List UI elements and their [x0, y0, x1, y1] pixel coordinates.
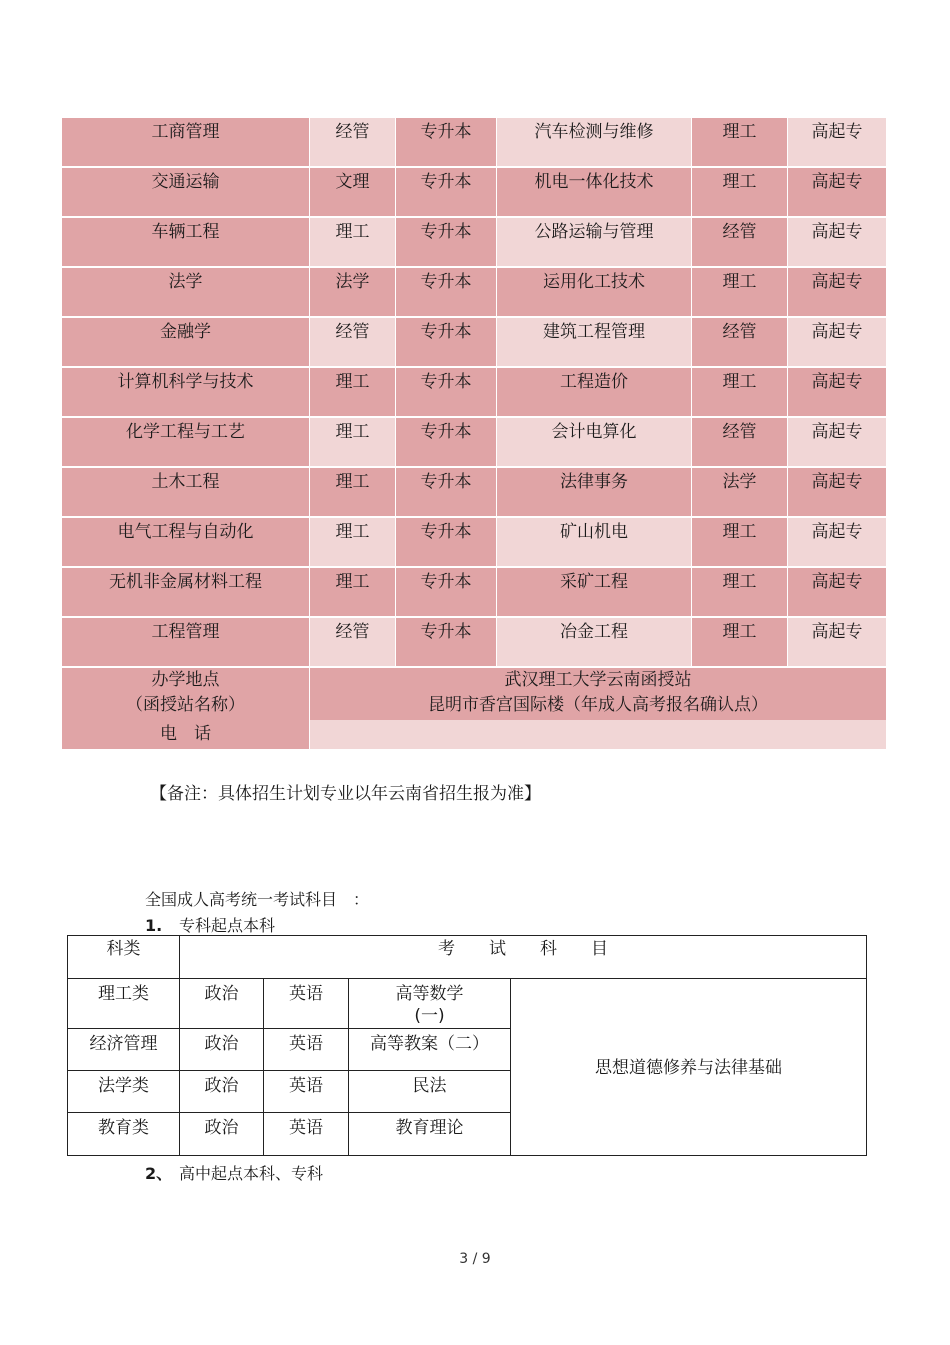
right-major-cell: 法律事务: [497, 468, 692, 518]
majors-row: [62, 168, 887, 218]
right-category-cell: 理工: [692, 618, 788, 668]
exam-subject-english-cell: 英语: [263, 978, 349, 1029]
left-major-cell: 工商管理: [62, 118, 310, 168]
right-category-cell: 理工: [692, 168, 788, 218]
right-level-cell: 高起专: [788, 618, 887, 668]
right-major-cell: 公路运输与管理: [497, 218, 692, 268]
left-category-cell: 理工: [310, 368, 396, 418]
majors-row: [62, 518, 887, 568]
right-level-cell: 高起专: [788, 518, 887, 568]
majors-row: [62, 418, 887, 468]
left-level-cell: 专升本: [396, 518, 497, 568]
exam-subject-specific-line1: 高等数学: [395, 984, 464, 1004]
right-level-cell: 高起专: [788, 268, 887, 318]
section-2-heading: [145, 1161, 323, 1184]
left-category-cell: 理工: [310, 568, 396, 618]
section-2-title: 高中起点本科、专科: [179, 1164, 324, 1183]
remark-note: 【备注：具体招生计划专业以年云南省招生报为准】: [150, 784, 541, 804]
left-level-cell: 专升本: [396, 368, 497, 418]
left-category-cell: 文理: [310, 168, 396, 218]
majors-row: [62, 118, 887, 168]
address-value: [310, 668, 887, 720]
section-1-title: 专科起点本科: [179, 916, 276, 935]
phone-label: 电 话: [62, 720, 310, 749]
majors-table: [62, 118, 887, 668]
phone-value: [310, 720, 887, 749]
address-label: [62, 668, 310, 720]
left-major-cell: 金融学: [62, 318, 310, 368]
phone-row: [62, 720, 887, 749]
exam-subject-politics-cell: 政治: [179, 978, 264, 1029]
exam-category-cell: 理工类: [67, 978, 180, 1029]
exam-subjects-title: 全国成人高考统一考试科目 ：: [145, 890, 370, 909]
right-major-cell: 冶金工程: [497, 618, 692, 668]
left-major-cell: 化学工程与工艺: [62, 418, 310, 468]
left-category-cell: 经管: [310, 318, 396, 368]
left-major-cell: 交通运输: [62, 168, 310, 218]
exam-category-cell: 经济管理: [67, 1028, 180, 1071]
left-category-cell: 理工: [310, 468, 396, 518]
left-major-cell: 计算机科学与技术: [62, 368, 310, 418]
left-major-cell: 工程管理: [62, 618, 310, 668]
exam-subject-politics-cell: 政治: [179, 1028, 264, 1071]
exam-category-cell: 法学类: [67, 1070, 180, 1113]
section-1-number: 1.: [145, 916, 163, 935]
address-label-line1: 办学地点: [151, 670, 220, 690]
section-1-heading: [145, 913, 275, 936]
right-major-cell: 建筑工程管理: [497, 318, 692, 368]
exam-subject-specific-line1: 教育理论: [395, 1118, 464, 1138]
right-level-cell: 高起专: [788, 118, 887, 168]
majors-row: [62, 368, 887, 418]
exam-header-subjects: 考 试 科 目: [179, 935, 867, 979]
right-category-cell: 理工: [692, 118, 788, 168]
address-value-line1: 武汉理工大学云南函授站: [504, 670, 692, 690]
right-level-cell: 高起专: [788, 168, 887, 218]
majors-row: [62, 618, 887, 668]
right-level-cell: 高起专: [788, 218, 887, 268]
left-level-cell: 专升本: [396, 468, 497, 518]
exam-subject-specific-cell: [348, 1112, 511, 1156]
right-category-cell: 理工: [692, 268, 788, 318]
right-category-cell: 经管: [692, 218, 788, 268]
left-level-cell: 专升本: [396, 318, 497, 368]
page-number: 3 / 9: [459, 1251, 491, 1267]
exam-subject-english-cell: 英语: [263, 1070, 349, 1113]
left-level-cell: 专升本: [396, 168, 497, 218]
majors-row: [62, 318, 887, 368]
majors-row: [62, 268, 887, 318]
left-level-cell: 专升本: [396, 268, 497, 318]
right-major-cell: 机电一体化技术: [497, 168, 692, 218]
left-category-cell: 理工: [310, 218, 396, 268]
left-category-cell: 法学: [310, 268, 396, 318]
right-level-cell: 高起专: [788, 568, 887, 618]
exam-subject-specific-cell: [348, 1070, 511, 1113]
left-major-cell: 无机非金属材料工程: [62, 568, 310, 618]
right-level-cell: 高起专: [788, 318, 887, 368]
exam-subject-specific-line1: 民法: [412, 1076, 447, 1096]
right-category-cell: 理工: [692, 518, 788, 568]
exam-subject-english-cell: 英语: [263, 1028, 349, 1071]
exam-category-cell: 教育类: [67, 1112, 180, 1156]
exam-subjects-table: [67, 935, 867, 1156]
exam-subject-specific-line1: 高等教案（二）: [370, 1034, 489, 1054]
address-label-line2: （函授站名称）: [126, 694, 245, 715]
left-level-cell: 专升本: [396, 418, 497, 468]
left-category-cell: 经管: [310, 618, 396, 668]
left-level-cell: 专升本: [396, 568, 497, 618]
right-major-cell: 工程造价: [497, 368, 692, 418]
exam-header-category: 科类: [67, 935, 180, 979]
section-2-number: 2、: [145, 1164, 173, 1183]
exam-subject-specific-cell: [348, 978, 511, 1029]
left-major-cell: 车辆工程: [62, 218, 310, 268]
left-category-cell: 理工: [310, 518, 396, 568]
right-major-cell: 汽车检测与维修: [497, 118, 692, 168]
right-level-cell: 高起专: [788, 368, 887, 418]
left-category-cell: 经管: [310, 118, 396, 168]
left-major-cell: 法学: [62, 268, 310, 318]
right-level-cell: 高起专: [788, 418, 887, 468]
exam-common-subject: 思想道德修养与法律基础: [510, 978, 867, 1156]
exam-subject-specific-line2: (一): [414, 1006, 445, 1027]
majors-row: [62, 218, 887, 268]
right-level-cell: 高起专: [788, 468, 887, 518]
right-category-cell: 法学: [692, 468, 788, 518]
right-category-cell: 理工: [692, 368, 788, 418]
right-category-cell: 理工: [692, 568, 788, 618]
left-level-cell: 专升本: [396, 218, 497, 268]
left-level-cell: 专升本: [396, 618, 497, 668]
address-row: [62, 668, 887, 720]
right-major-cell: 采矿工程: [497, 568, 692, 618]
exam-subject-english-cell: 英语: [263, 1112, 349, 1156]
right-major-cell: 矿山机电: [497, 518, 692, 568]
left-major-cell: 电气工程与自动化: [62, 518, 310, 568]
left-level-cell: 专升本: [396, 118, 497, 168]
left-category-cell: 理工: [310, 418, 396, 468]
address-value-line2: 昆明市香宫国际楼（年成人高考报名确认点）: [428, 694, 768, 715]
exam-subject-politics-cell: 政治: [179, 1070, 264, 1113]
right-category-cell: 经管: [692, 318, 788, 368]
right-major-cell: 运用化工技术: [497, 268, 692, 318]
exam-subject-specific-cell: [348, 1028, 511, 1071]
left-major-cell: 土木工程: [62, 468, 310, 518]
right-category-cell: 经管: [692, 418, 788, 468]
exam-subject-politics-cell: 政治: [179, 1112, 264, 1156]
majors-row: [62, 568, 887, 618]
right-major-cell: 会计电算化: [497, 418, 692, 468]
majors-row: [62, 468, 887, 518]
